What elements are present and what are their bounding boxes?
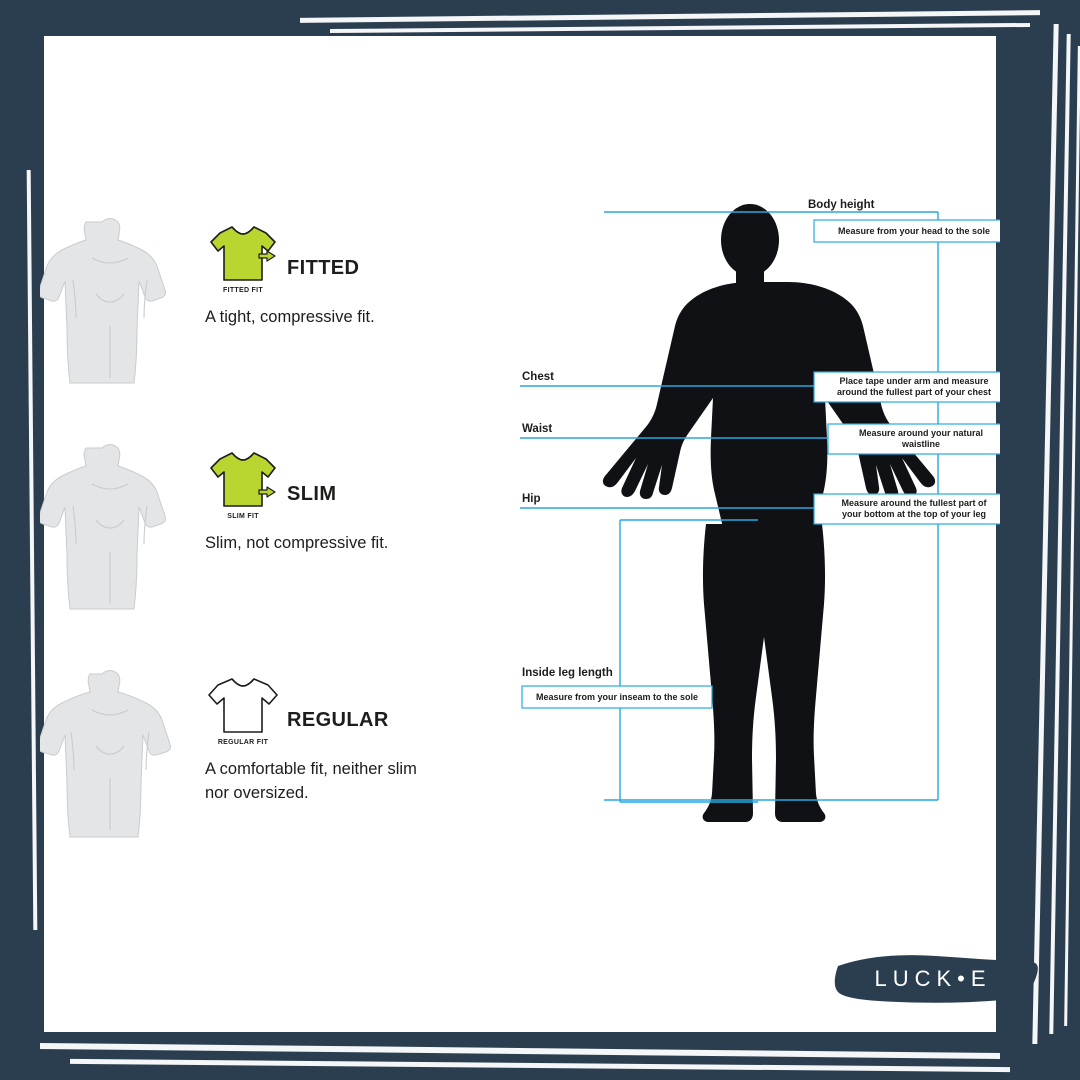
fit-name-regular: REGULAR [287,709,389,731]
svg-text:waistline: waistline [901,439,941,449]
label-body-height: Body height [808,199,875,211]
fit-name-slim: SLIM [287,483,337,505]
label-waist: Waist [522,423,553,435]
decor-stroke-top-2 [330,23,1030,33]
fit-badge-slim [205,446,485,518]
hint-box-inside-leg-length [522,686,712,708]
tshirt-slim-icon [205,446,281,518]
fit-info-slim [205,446,485,556]
decor-stroke-left-1 [27,170,38,930]
svg-text:around the fullest part of you: around the fullest part of your chest [836,387,992,397]
fit-badge-fitted [205,220,485,292]
hint-box-hip [814,494,1000,524]
brand-logo-text: LUCK•E [874,966,992,991]
hint-box-body-height [814,220,1000,242]
hint-box-chest [814,372,1000,402]
svg-text:Measure around your natural: Measure around your natural [858,428,984,438]
fit-icon-caption: SLIM FIT [227,513,259,520]
svg-text:Measure from your inseam to th: Measure from your inseam to the sole [535,692,699,702]
fit-row-regular [40,662,480,852]
hint-body-height: Measure from your head to the sole [837,226,991,236]
fit-description-regular: A comfortable fit, neither slim nor oversized. [205,760,417,802]
fit-icon-caption: FITTED FIT [223,287,263,294]
mannequin-fitted-icon [40,210,180,390]
svg-text:Place tape under arm and measu: Place tape under arm and measure [839,376,989,386]
fit-icon-caption: REGULAR FIT [217,739,269,746]
mannequin-regular-icon [40,662,180,842]
decor-stroke-bottom-1 [40,1043,1000,1059]
mannequin-slim-icon [40,436,180,616]
label-inside-leg-length: Inside leg length [522,667,613,679]
tshirt-regular-icon [205,672,281,744]
label-chest: Chest [522,371,554,383]
decor-stroke-top-1 [300,10,1040,23]
svg-text:your bottom at the top of your: your bottom at the top of your leg [842,509,986,519]
fit-info-regular [205,672,485,806]
fit-description-slim: Slim, not compressive fit. [205,534,389,552]
tshirt-fitted-icon [205,220,281,292]
fit-name-fitted: FITTED [287,257,360,279]
fit-description-fitted: A tight, compressive fit. [205,308,375,326]
fit-badge-regular [205,672,485,744]
svg-text:Measure around the fullest par: Measure around the fullest part of [841,498,987,508]
hint-box-waist [828,424,1000,454]
body-measurement-diagram [500,190,1000,890]
fit-row-slim [40,436,480,626]
label-hip: Hip [522,493,541,505]
fit-row-fitted [40,210,480,400]
fit-types-section [40,210,480,888]
decor-stroke-bottom-2 [70,1059,1010,1072]
fit-info-fitted [205,220,485,330]
brand-logo [828,950,1038,1008]
